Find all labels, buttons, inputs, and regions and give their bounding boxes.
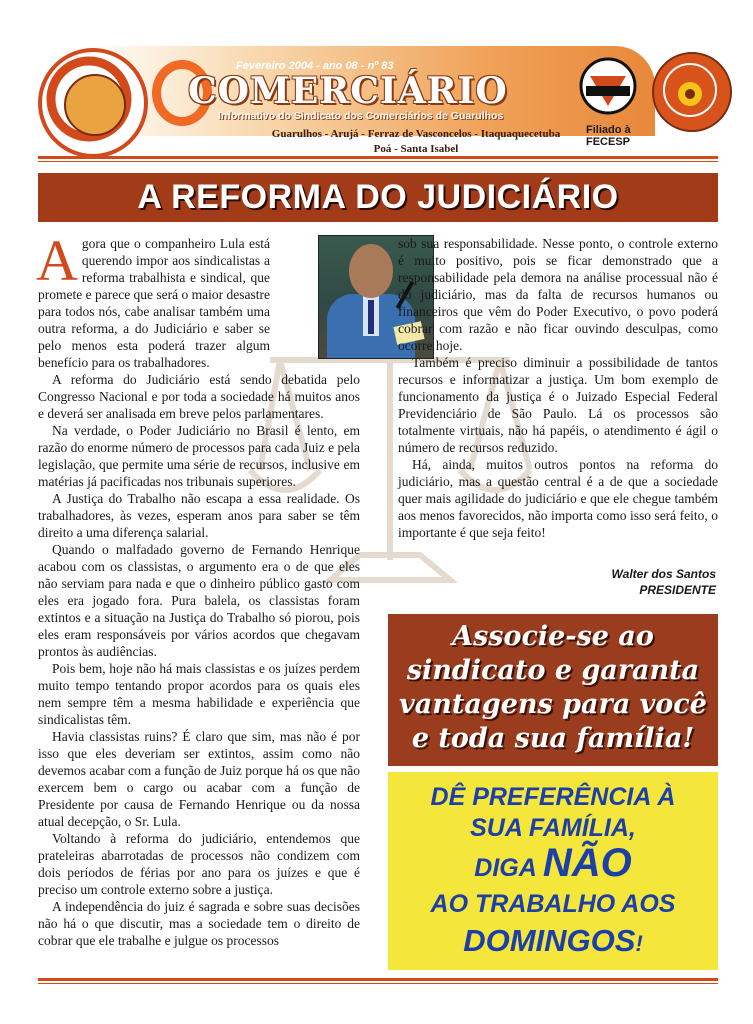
forca-sindical-logo — [652, 52, 732, 132]
footer-divider — [38, 978, 718, 981]
fecesp-caption — [586, 124, 631, 148]
cities-list — [256, 127, 576, 157]
fecesp-logo — [578, 56, 638, 120]
preferencia-ad-diga: DIGA — [474, 854, 536, 882]
header-divider — [38, 156, 718, 159]
preferencia-ad-domingos: DOMINGOS — [463, 923, 636, 958]
preferencia-ad-line-2: SUA FAMÍLIA, — [470, 814, 636, 842]
photo-spacer — [270, 235, 360, 353]
union-seal-logo — [38, 48, 148, 158]
preferencia-ad-nao: NÃO — [542, 841, 632, 885]
newsletter-subtitle: Informativo do Sindicato dos Comerciários de Guarulhos — [218, 110, 504, 122]
preferencia-ad-line-4: AO TRABALHO AOS — [430, 890, 676, 918]
headline: A REFORMA DO JUDICIÁRIO — [137, 178, 619, 216]
footer-divider-thin — [38, 983, 718, 984]
article-paragraph: A Justiça do Trabalho não escapa a essa realidade. Os trabalhadores, às vezes, esperam anos para saber se têm direito a uma diferença salarial. — [38, 491, 360, 540]
article-right-column — [398, 235, 718, 541]
article-paragraph: Também é preciso diminuir a possibilidade de tantos recursos e informatizar a justiça. Um bom exemplo de funcionamento da justiça é o Juizado Especial Federal Previdenciário de São Paulo. Lá os processos são totalmente virtuais, não há papéis, o atendimento é ágil o número de recursos reduzido. — [398, 355, 718, 455]
article-paragraph: A reforma do Judiciário está sendo debatida pelo Congresso Nacional e por toda a sociedade há muitos anos e deverá ser analisada em breve pelos parlamentares. — [38, 372, 360, 421]
article-paragraph: Pois bem, hoje não há mais classistas e os juízes perdem muito tempo tentando propor acordos para os quais eles nem sempre têm a mesma habilidade e experiência que sindicalistas têm. — [38, 661, 360, 727]
fecesp-caption-line-2: FECESP — [586, 136, 631, 148]
preferencia-ad-line-5 — [394, 921, 712, 964]
article-paragraph: Há, ainda, muitos outros pontos na reforma do judiciário, mas a questão central é a de que a sociedade quer mais agilidade do judiciário e que ele chegue também aos menos favorecidos, não importa como isso será feito, o importante é que seja feito! — [398, 457, 718, 540]
worker-helmet-icon — [64, 74, 126, 136]
newsletter-title: COMERCIÁRIO — [188, 70, 508, 112]
sunflower-icon — [654, 54, 730, 130]
newsletter-header — [0, 0, 753, 165]
associe-ad-box — [388, 614, 718, 766]
preferencia-ad-line-1: DÊ PREFERÊNCIA À — [430, 783, 676, 811]
article-paragraph: Voltando à reforma do judiciário, entendemos que prateleiras abarrotadas de processos não condizem com dois períodos de férias por ano para os juízes e que é preciso um controle externo sobre a justiça. — [38, 831, 360, 897]
associe-ad-line-2: sindicato e garanta — [406, 655, 700, 686]
associe-ad-line-1: Associe-se ao — [452, 621, 654, 652]
cities-line-1: Guarulhos - Arujá - Ferraz de Vasconcelos - Itaquaquecetuba — [271, 128, 561, 140]
article-paragraph: Havia classistas ruins? É claro que sim, mas não é por isso que eles deveriam ser extintos, assim como não devemos acabar com a função de Juiz porque há os que não exercem bem o cargo ou acabar com a função de Presidente por causa de Fernando Henrique ou da nossa atual decepção, o Sr. Lula. — [38, 729, 360, 829]
preferencia-ad-exclamation: ! — [635, 931, 643, 956]
headline-bar — [38, 173, 718, 222]
article-paragraph: Quando o malfadado governo de Fernando Henrique acabou com os classistas, o argumento era o de que eles não serviam para nada e que o dinheiro público gasto com eles era jogado fora. Pura balela, os classistas foram extintos e a situação na Justiça do Trabalho só piorou, pois eles eram responsáveis por vários acordos que chegavam prontos às audiências. — [38, 542, 360, 659]
article-text: gora que o companheiro Lula está querendo impor aos sindicalistas a reforma trabalhista e sindical, que promete e parece que será o maior desastre para todos nós, cabe analisar também uma outra reforma, a do Judiciário e saber se pelo menos esta poderá trazer algum benefício para os trabalhadores. — [38, 236, 271, 370]
article-paragraph: sob sua responsabilidade. Nesse ponto, o controle externo é muito positivo, pois se ficar demonstrado que a responsabilidade pela demora na análise processual não é do judiciário, mas da falta de recursos humanos ou financeiros que vêm do Poder Executivo, o povo poderá cobrar com razão e não ficar ouvindo desculpas, como ocorre hoje. — [398, 236, 718, 353]
associe-ad-line-4: e toda sua família! — [411, 723, 695, 754]
article-paragraph: A independência do juiz é sagrada e sobre suas decisões não há o que discutir, mas a sociedade tem o direito de cobrar que ele trabalhe e julgue os processos — [38, 899, 360, 948]
issue-line: Fevereiro 2004 - ano 08 - nº 83 — [236, 60, 394, 72]
preferencia-ad-line-3 — [394, 841, 712, 887]
signature-name: Walter dos Santos — [611, 567, 716, 581]
article-left-column — [36, 228, 360, 949]
article-signature — [398, 566, 716, 598]
photo-tie — [368, 300, 374, 334]
drop-cap: A — [36, 228, 78, 293]
fecesp-emblem-icon — [578, 56, 638, 120]
fecesp-caption-line-1: Filiado à — [586, 124, 631, 136]
cities-line-2: Poá - Santa Isabel — [373, 143, 459, 155]
preferencia-ad-box — [388, 772, 718, 970]
header-divider-thin — [38, 161, 718, 162]
associe-ad-line-3: vantagens para você — [399, 689, 707, 720]
signature-role: PRESIDENTE — [639, 583, 716, 597]
article-paragraph: Na verdade, o Poder Judiciário no Brasil é lento, em razão do enorme número de processos para cada Juiz e pela legislação, que permite uma série de recursos, inclusive em matérias já pacificadas nos tribunais superiores. — [38, 423, 360, 489]
